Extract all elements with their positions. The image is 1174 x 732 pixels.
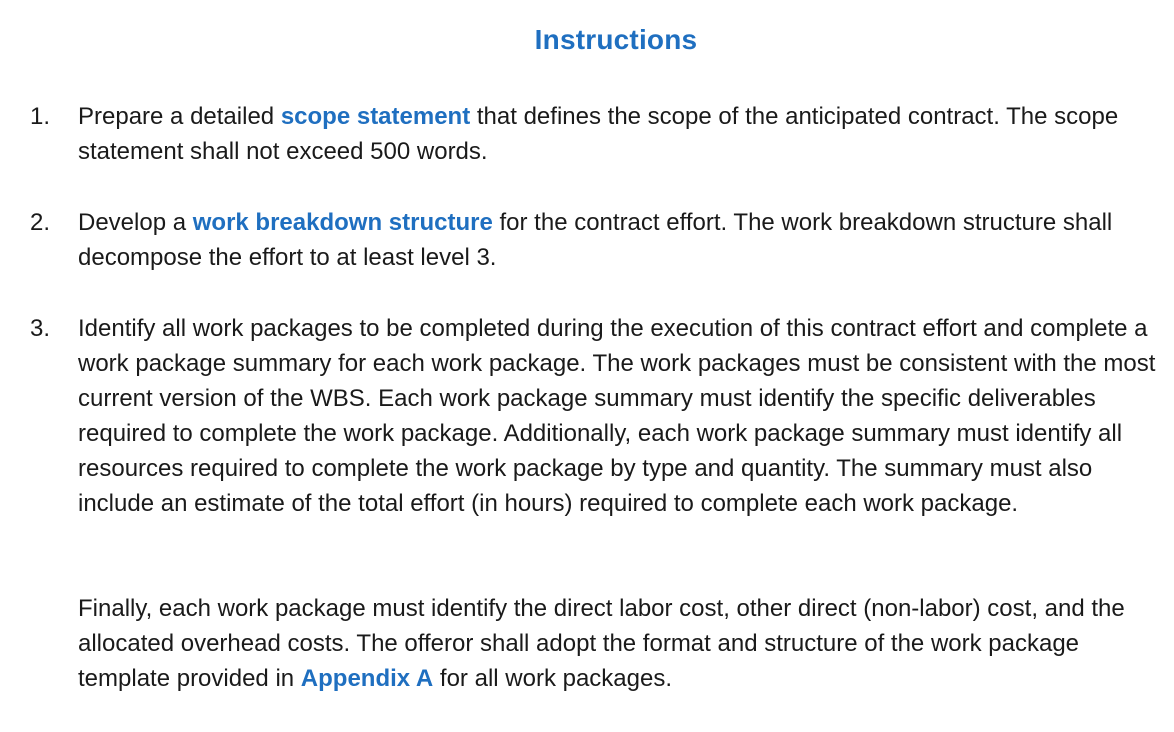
instruction-item-3-followup — [30, 591, 1166, 696]
highlight-term-wbs: work breakdown structure — [192, 209, 493, 236]
instruction-item-3 — [30, 311, 1166, 521]
item-text-before: Develop a — [78, 209, 193, 236]
item-text-after: for all work packages. — [433, 665, 673, 692]
item-text — [78, 205, 1166, 275]
instruction-item-2 — [30, 205, 1166, 275]
item-number: 3. — [30, 315, 51, 342]
item-text-before: Prepare a detailed — [78, 103, 281, 130]
page-title: Instructions — [534, 24, 698, 55]
item-number: 2. — [30, 209, 51, 236]
item-text — [78, 99, 1166, 169]
item-number: 1. — [30, 103, 51, 130]
highlight-term-scope-statement: scope statement — [280, 103, 471, 130]
item-text — [78, 591, 1166, 696]
item-text-after: for the contract effort. The work breakdown structure shall decompose the effort to at least level 3. — [78, 209, 1113, 271]
instruction-item-1 — [30, 99, 1166, 169]
item-text: Identify all work packages to be completed during the execution of this contract effort and complete a work package summary for each work package. The work packages must be consistent with the most current version of the WBS. Each work package summary must identify the specific deliverables required to complete the work package. Additionally, each work package summary must identify all resources required to complete the work package by type and quantity. The summary must also include an estimate of the total effort (in hours) required to complete each work package. — [78, 315, 1156, 517]
highlight-term-appendix-a: Appendix A — [300, 665, 434, 692]
item-text-after: that defines the scope of the anticipated contract. The scope statement shall not exceed 500 words. — [78, 103, 1119, 165]
item-text-before: Finally, each work package must identify the direct labor cost, other direct (non-labor) cost, and the allocated overhead costs. The offeror shall adopt the format and structure of the work package template provided in — [78, 595, 1125, 692]
